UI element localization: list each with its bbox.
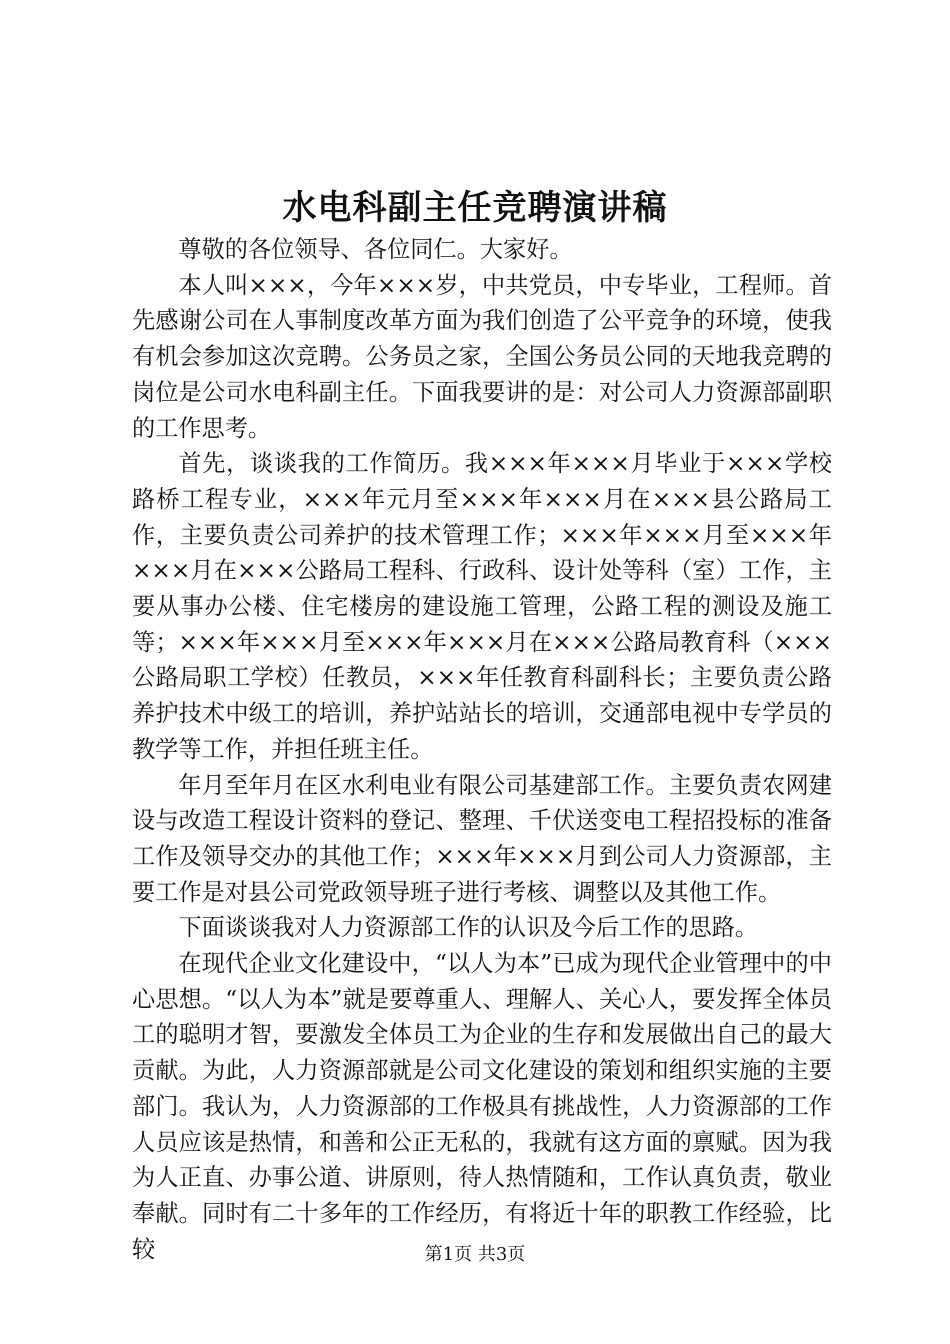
paragraph-transition: 下面谈谈我对人力资源部工作的认识及今后工作的思路。 — [178, 914, 759, 942]
document-body — [132, 232, 832, 1267]
paragraph-people-oriented: 在现代企业文化建设中，“以人为本”已成为现代企业管理中的中心思想。“以人为本”就是要尊重人、理解人、关心人，要发挥全体员工的聪明才智，要激发全体员工为企业的生存和发展做出自己的最大贡献。为此，人力资源部就是公司文化建设的策划和组织实施的主要部门。我认为，人力资源部的工作极具有挑战性，人力资源部的工作人员应该是热情，和善和公正无私的，我就有这方面的禀赋。因为我为人正直、办事公道、讲原则，待人热情随和，工作认真负责，敬业奉献。同时有二十多年的工作经历，有将近十年的职教工作经验，比较 — [132, 950, 832, 1263]
paragraph-greeting: 尊敬的各位领导、各位同仁。大家好。 — [178, 236, 573, 263]
document-title: 水电科副主任竞聘演讲稿 — [282, 188, 668, 228]
page-number-footer: 第1页 共3页 — [424, 1244, 526, 1265]
paragraph-recent-work: 年月至年月在区水利电业有限公司基建部工作。主要负责农网建设与改造工程设计资料的登记、整理、千伏送变电工程招投标的准备工作及领导交办的其他工作；×××年×××月到公司人力资源部，主要工作是对县公司党政领导班子进行考核、调整以及其他工作。 — [132, 771, 832, 906]
paragraph-introduction: 本人叫×××，今年×××岁，中共党员，中专毕业，工程师。首先感谢公司在人事制度改革方面为我们创造了公平竞争的环境，使我有机会参加这次竞聘。公务员之家，全国公务员公同的天地我竞聘的岗位是公司水电科副主任。下面我要讲的是：对公司人力资源部副职的工作思考。 — [132, 271, 832, 442]
paragraph-work-history: 首先，谈谈我的工作简历。我×××年×××月毕业于×××学校路桥工程专业，×××年元月至×××年×××月在×××县公路局工作，主要负责公司养护的技术管理工作；×××年×××月至×××年×××月在×××公路局工程科、行政科、设计处等科（室）工作，主要从事办公楼、住宅楼房的建设施工管理，公路工程的测设及施工等；×××年×××月至×××年×××月在×××公路局教育科（×××公路局职工学校）任教员，×××年任教育科副科长；主要负责公路养护技术中级工的培训，养护站站长的培训，交通部电视中专学员的教学等工作，并担任班主任。 — [132, 450, 832, 763]
